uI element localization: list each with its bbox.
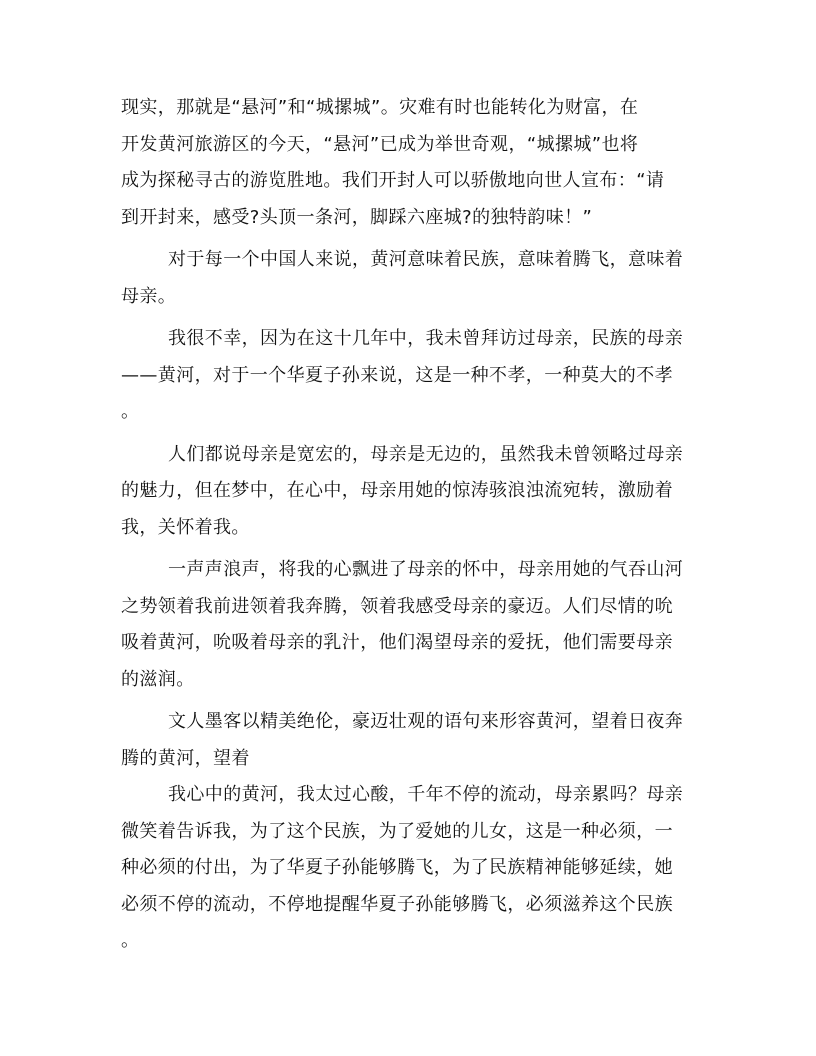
text-line: 之势领着我前进领着我奔腾，领着我感受母亲的豪迈。人们尽情的吮	[121, 595, 673, 617]
paragraph-1	[121, 90, 697, 236]
text-line: 必须不停的流动，不停地提醒华夏子孙能够腾飞，必须滋养这个民族	[121, 893, 673, 915]
text-line: 开发黄河旅游区的今天，“悬河”已成为举世奇观，“城摞城”也将	[121, 133, 639, 155]
text-line: 我心中的黄河，我太过心酸，千年不停的流动，母亲累吗？母亲	[168, 784, 684, 805]
text-line: 吸着黄河，吮吸着母亲的乳汁，他们渴望母亲的爱抚，他们需要母亲	[121, 632, 673, 653]
text-line: 一声声浪声，将我的心飘进了母亲的怀中，母亲用她的气吞山河	[168, 559, 684, 580]
paragraph-2	[121, 242, 697, 315]
paragraph-6	[121, 704, 697, 777]
text-line: 母亲。	[121, 285, 177, 307]
text-line: 腾的黄河，望着	[121, 747, 250, 769]
text-line: 现实，那就是“悬河”和“城摞城”。灾难有时也能转化为财富，在	[121, 97, 639, 118]
text-line: 到开封来，感受?头顶一条河，脚踩六座城?的独特韵味！”	[121, 206, 593, 228]
text-line: 文人墨客以精美绝伦，豪迈壮观的语句来形容黄河，望着日夜奔	[168, 711, 684, 732]
text-line: 我，关怀着我。	[121, 516, 250, 538]
paragraph-4	[121, 437, 697, 547]
paragraph-7	[121, 777, 697, 960]
text-line: 种必须的付出，为了华夏子孙能够腾飞，为了民族精神能够延续，她	[121, 857, 673, 878]
text-line: 微笑着告诉我，为了这个民族，为了爱她的儿女，这是一种必须，一	[121, 820, 673, 842]
text-line: 。	[121, 401, 140, 422]
document-body	[121, 90, 697, 960]
paragraph-3	[121, 321, 697, 431]
text-line: 成为探秘寻古的游览胜地。我们开封人可以骄傲地向世人宣布：“请	[121, 170, 665, 191]
paragraph-5	[121, 552, 697, 698]
text-line: 我很不幸，因为在这十几年中，我未曾拜访过母亲，民族的母亲	[168, 328, 684, 349]
text-line: ——黄河，对于一个华夏子孙来说，这是一种不孝，一种莫大的不孝	[121, 364, 673, 386]
text-line: 人们都说母亲是宽宏的，母亲是无边的，虽然我未曾领略过母亲	[168, 443, 684, 465]
text-line: 的魅力，但在梦中，在心中，母亲用她的惊涛骇浪浊流宛转，激励着	[121, 480, 673, 501]
text-line: 对于每一个中国人来说，黄河意味着民族，意味着腾飞，意味着	[168, 249, 684, 270]
text-line: 的滋润。	[121, 668, 195, 690]
text-line: 。	[121, 930, 140, 951]
